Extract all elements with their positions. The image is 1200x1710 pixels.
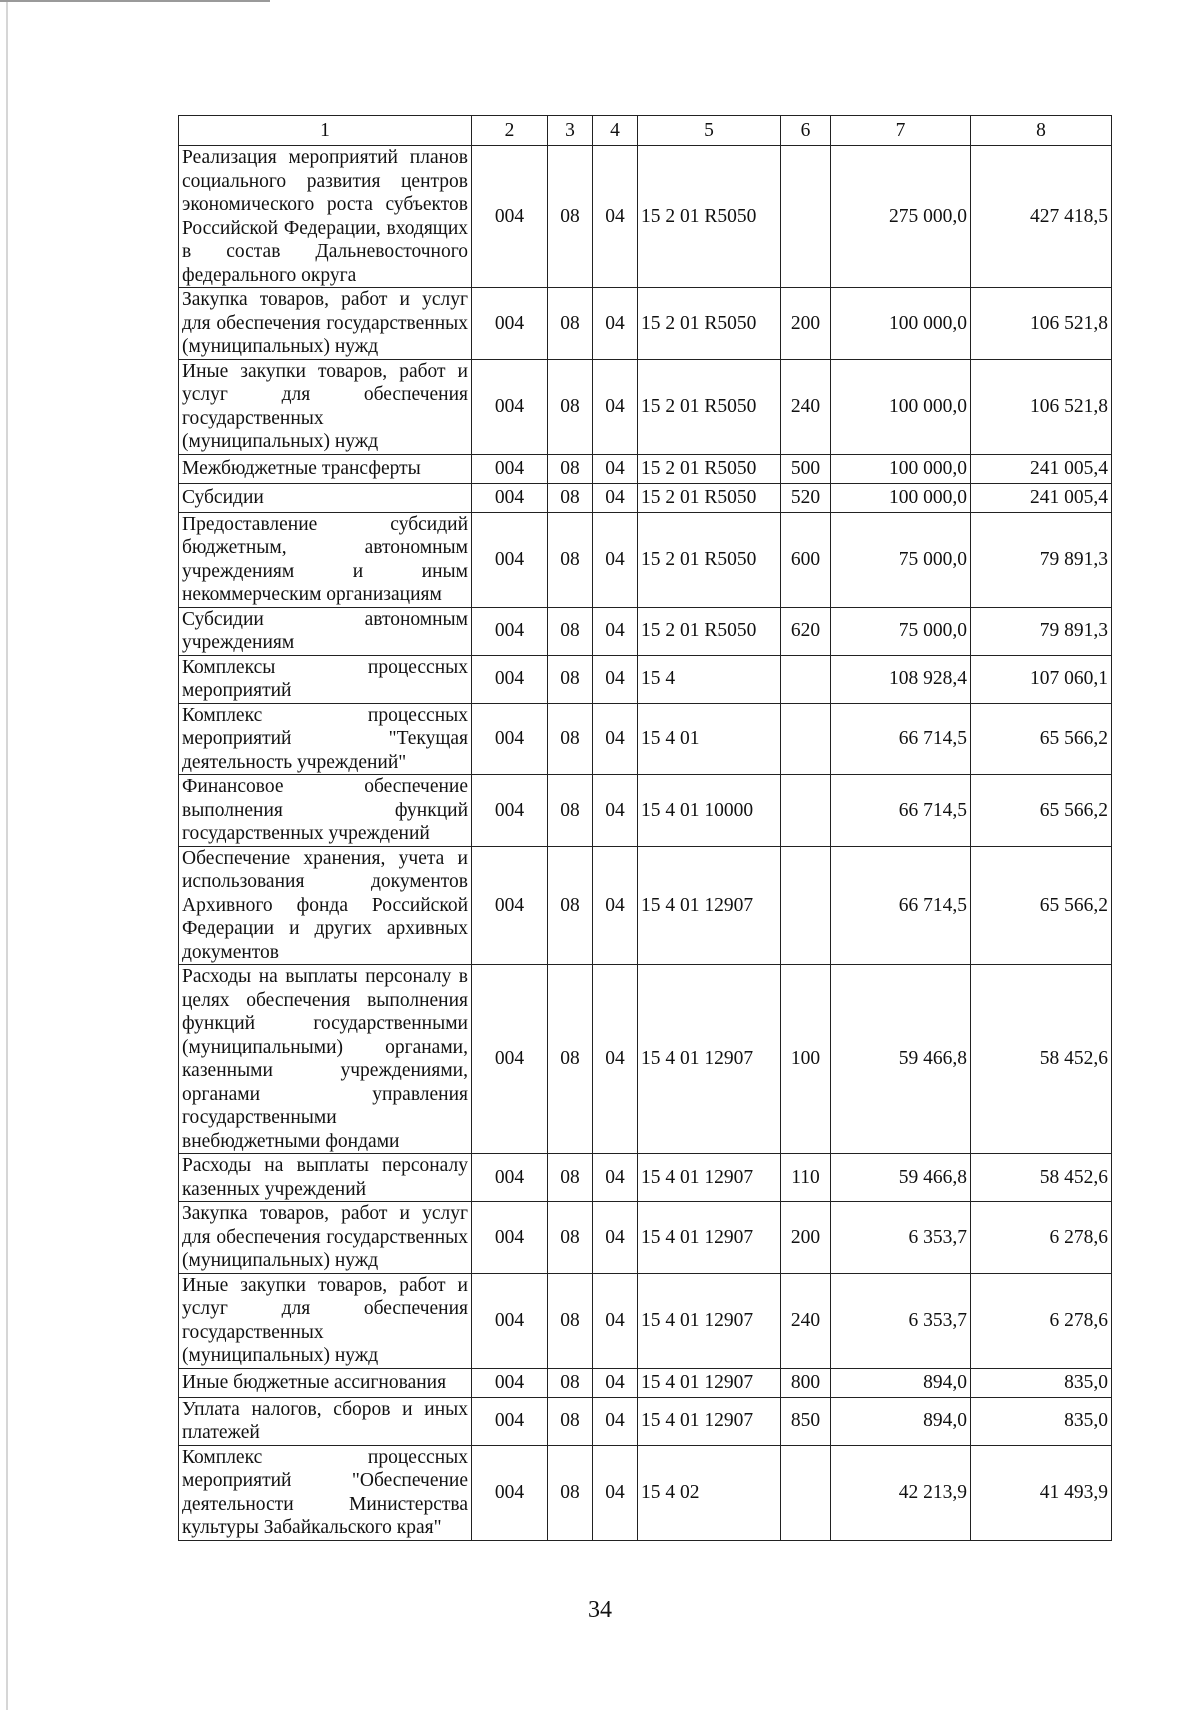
amount-col-7: 108 928,4	[831, 655, 971, 703]
target-article-code: 15 2 01 R5050	[638, 607, 781, 655]
target-article-code: 15 4 01 12907	[638, 965, 781, 1154]
table-row	[179, 703, 1112, 775]
amount-col-8: 41 493,9	[971, 1445, 1112, 1540]
amount-col-7: 100 000,0	[831, 359, 971, 454]
subsection-code: 04	[593, 965, 638, 1154]
ministry-code: 004	[472, 703, 548, 775]
expense-type-code: 620	[781, 607, 831, 655]
amount-col-7: 894,0	[831, 1397, 971, 1445]
ministry-code: 004	[472, 1273, 548, 1368]
subsection-code: 04	[593, 846, 638, 965]
subsection-code: 04	[593, 454, 638, 483]
amount-col-7: 75 000,0	[831, 607, 971, 655]
ministry-code: 004	[472, 1397, 548, 1445]
expense-type-code: 240	[781, 359, 831, 454]
column-header-3: 3	[548, 116, 593, 146]
expense-type-code: 110	[781, 1154, 831, 1202]
amount-col-7: 66 714,5	[831, 846, 971, 965]
row-name: Иные закупки товаров, работ и услуг для обеспечения государственных (муниципальных) нужд	[179, 1273, 472, 1368]
subsection-code: 04	[593, 146, 638, 288]
section-code: 08	[548, 703, 593, 775]
table-row	[179, 655, 1112, 703]
amount-col-7: 59 466,8	[831, 1154, 971, 1202]
expense-type-code: 520	[781, 483, 831, 512]
ministry-code: 004	[472, 775, 548, 847]
ministry-code: 004	[472, 1202, 548, 1274]
amount-col-8: 6 278,6	[971, 1273, 1112, 1368]
table-row	[179, 288, 1112, 360]
ministry-code: 004	[472, 454, 548, 483]
column-header-5: 5	[638, 116, 781, 146]
section-code: 08	[548, 846, 593, 965]
target-article-code: 15 4 01 12907	[638, 1154, 781, 1202]
column-header-4: 4	[593, 116, 638, 146]
row-name: Расходы на выплаты персоналу казенных учреждений	[179, 1154, 472, 1202]
row-name: Комплексы процессных мероприятий	[179, 655, 472, 703]
ministry-code: 004	[472, 655, 548, 703]
amount-col-7: 6 353,7	[831, 1273, 971, 1368]
ministry-code: 004	[472, 483, 548, 512]
column-header-2: 2	[472, 116, 548, 146]
row-name: Расходы на выплаты персоналу в целях обеспечения выполнения функций государственными (муниципальными) органами, казенными учреждениями, органами управления государственными внебюджетными фондами	[179, 965, 472, 1154]
amount-col-8: 58 452,6	[971, 1154, 1112, 1202]
table-row	[179, 1368, 1112, 1397]
table-row	[179, 1397, 1112, 1445]
target-article-code: 15 4 01	[638, 703, 781, 775]
ministry-code: 004	[472, 1368, 548, 1397]
amount-col-7: 894,0	[831, 1368, 971, 1397]
table-row	[179, 1154, 1112, 1202]
expense-type-code: 200	[781, 1202, 831, 1274]
table-row	[179, 1445, 1112, 1540]
section-code: 08	[548, 607, 593, 655]
row-name: Иные бюджетные ассигнования	[179, 1368, 472, 1397]
row-name: Реализация мероприятий планов социального развития центров экономического роста субъектов Российской Федерации, входящих в состав Дальневосточного федерального округа	[179, 146, 472, 288]
target-article-code: 15 4 01 12907	[638, 1273, 781, 1368]
table-row	[179, 483, 1112, 512]
amount-col-8: 835,0	[971, 1368, 1112, 1397]
amount-col-8: 106 521,8	[971, 359, 1112, 454]
section-code: 08	[548, 1154, 593, 1202]
row-name: Обеспечение хранения, учета и использования документов Архивного фонда Российской Федерации и других архивных документов	[179, 846, 472, 965]
amount-col-7: 275 000,0	[831, 146, 971, 288]
page-top-line	[0, 0, 270, 2]
ministry-code: 004	[472, 1154, 548, 1202]
subsection-code: 04	[593, 1154, 638, 1202]
target-article-code: 15 4 01 12907	[638, 1397, 781, 1445]
section-code: 08	[548, 359, 593, 454]
table-row	[179, 607, 1112, 655]
target-article-code: 15 4 01 12907	[638, 1202, 781, 1274]
amount-col-7: 100 000,0	[831, 454, 971, 483]
subsection-code: 04	[593, 359, 638, 454]
target-article-code: 15 2 01 R5050	[638, 359, 781, 454]
subsection-code: 04	[593, 1273, 638, 1368]
target-article-code: 15 2 01 R5050	[638, 146, 781, 288]
amount-col-7: 59 466,8	[831, 965, 971, 1154]
section-code: 08	[548, 775, 593, 847]
ministry-code: 004	[472, 607, 548, 655]
table-row	[179, 454, 1112, 483]
expense-type-code: 200	[781, 288, 831, 360]
section-code: 08	[548, 454, 593, 483]
table-row	[179, 359, 1112, 454]
ministry-code: 004	[472, 359, 548, 454]
amount-col-7: 6 353,7	[831, 1202, 971, 1274]
amount-col-7: 66 714,5	[831, 775, 971, 847]
section-code: 08	[548, 483, 593, 512]
section-code: 08	[548, 1397, 593, 1445]
amount-col-8: 65 566,2	[971, 703, 1112, 775]
target-article-code: 15 4 01 12907	[638, 846, 781, 965]
section-code: 08	[548, 288, 593, 360]
expense-type-code	[781, 146, 831, 288]
expense-type-code: 100	[781, 965, 831, 1154]
subsection-code: 04	[593, 655, 638, 703]
amount-col-8: 241 005,4	[971, 454, 1112, 483]
ministry-code: 004	[472, 965, 548, 1154]
target-article-code: 15 4 01 10000	[638, 775, 781, 847]
amount-col-8: 241 005,4	[971, 483, 1112, 512]
row-name: Закупка товаров, работ и услуг для обеспечения государственных (муниципальных) нужд	[179, 1202, 472, 1274]
column-header-1: 1	[179, 116, 472, 146]
table-row	[179, 146, 1112, 288]
ministry-code: 004	[472, 846, 548, 965]
amount-col-8: 6 278,6	[971, 1202, 1112, 1274]
amount-col-7: 66 714,5	[831, 703, 971, 775]
expense-type-code: 500	[781, 454, 831, 483]
amount-col-8: 79 891,3	[971, 607, 1112, 655]
column-header-8: 8	[971, 116, 1112, 146]
row-name: Субсидии	[179, 483, 472, 512]
target-article-code: 15 2 01 R5050	[638, 483, 781, 512]
expense-type-code	[781, 846, 831, 965]
section-code: 08	[548, 146, 593, 288]
section-code: 08	[548, 655, 593, 703]
amount-col-7: 100 000,0	[831, 483, 971, 512]
expense-type-code: 240	[781, 1273, 831, 1368]
table-row	[179, 965, 1112, 1154]
amount-col-8: 107 060,1	[971, 655, 1112, 703]
table-row	[179, 1273, 1112, 1368]
row-name: Уплата налогов, сборов и иных платежей	[179, 1397, 472, 1445]
budget-table	[178, 115, 1112, 1541]
expense-type-code	[781, 775, 831, 847]
column-header-7: 7	[831, 116, 971, 146]
amount-col-8: 58 452,6	[971, 965, 1112, 1154]
table-row	[179, 775, 1112, 847]
subsection-code: 04	[593, 288, 638, 360]
column-header-6: 6	[781, 116, 831, 146]
target-article-code: 15 2 01 R5050	[638, 288, 781, 360]
subsection-code: 04	[593, 703, 638, 775]
amount-col-8: 65 566,2	[971, 775, 1112, 847]
column-number-header-row	[179, 116, 1112, 146]
expense-type-code	[781, 1445, 831, 1540]
subsection-code: 04	[593, 1368, 638, 1397]
subsection-code: 04	[593, 775, 638, 847]
table-row	[179, 1202, 1112, 1274]
amount-col-8: 79 891,3	[971, 512, 1112, 607]
expense-type-code	[781, 655, 831, 703]
target-article-code: 15 2 01 R5050	[638, 512, 781, 607]
ministry-code: 004	[472, 288, 548, 360]
page-edge-shadow	[6, 0, 8, 1710]
target-article-code: 15 4 01 12907	[638, 1368, 781, 1397]
row-name: Межбюджетные трансферты	[179, 454, 472, 483]
row-name: Предоставление субсидий бюджетным, автономным учреждениям и иным некоммерческим организациям	[179, 512, 472, 607]
subsection-code: 04	[593, 483, 638, 512]
section-code: 08	[548, 1368, 593, 1397]
amount-col-7: 75 000,0	[831, 512, 971, 607]
section-code: 08	[548, 965, 593, 1154]
target-article-code: 15 4	[638, 655, 781, 703]
ministry-code: 004	[472, 512, 548, 607]
section-code: 08	[548, 512, 593, 607]
row-name: Финансовое обеспечение выполнения функций государственных учреждений	[179, 775, 472, 847]
amount-col-8: 835,0	[971, 1397, 1112, 1445]
section-code: 08	[548, 1202, 593, 1274]
expense-type-code	[781, 703, 831, 775]
amount-col-7: 100 000,0	[831, 288, 971, 360]
amount-col-8: 106 521,8	[971, 288, 1112, 360]
target-article-code: 15 4 02	[638, 1445, 781, 1540]
expense-type-code: 850	[781, 1397, 831, 1445]
subsection-code: 04	[593, 607, 638, 655]
ministry-code: 004	[472, 146, 548, 288]
row-name: Субсидии автономным учреждениям	[179, 607, 472, 655]
row-name: Иные закупки товаров, работ и услуг для обеспечения государственных (муниципальных) нужд	[179, 359, 472, 454]
expense-type-code: 800	[781, 1368, 831, 1397]
row-name: Закупка товаров, работ и услуг для обеспечения государственных (муниципальных) нужд	[179, 288, 472, 360]
subsection-code: 04	[593, 1202, 638, 1274]
amount-col-8: 427 418,5	[971, 146, 1112, 288]
table-row	[179, 512, 1112, 607]
page-number: 34	[588, 1597, 612, 1623]
table-row	[179, 846, 1112, 965]
section-code: 08	[548, 1445, 593, 1540]
row-name: Комплекс процессных мероприятий "Текущая деятельность учреждений"	[179, 703, 472, 775]
ministry-code: 004	[472, 1445, 548, 1540]
row-name: Комплекс процессных мероприятий "Обеспечение деятельности Министерства культуры Забайкальского края"	[179, 1445, 472, 1540]
subsection-code: 04	[593, 1397, 638, 1445]
target-article-code: 15 2 01 R5050	[638, 454, 781, 483]
section-code: 08	[548, 1273, 593, 1368]
subsection-code: 04	[593, 1445, 638, 1540]
expense-type-code: 600	[781, 512, 831, 607]
amount-col-8: 65 566,2	[971, 846, 1112, 965]
subsection-code: 04	[593, 512, 638, 607]
amount-col-7: 42 213,9	[831, 1445, 971, 1540]
